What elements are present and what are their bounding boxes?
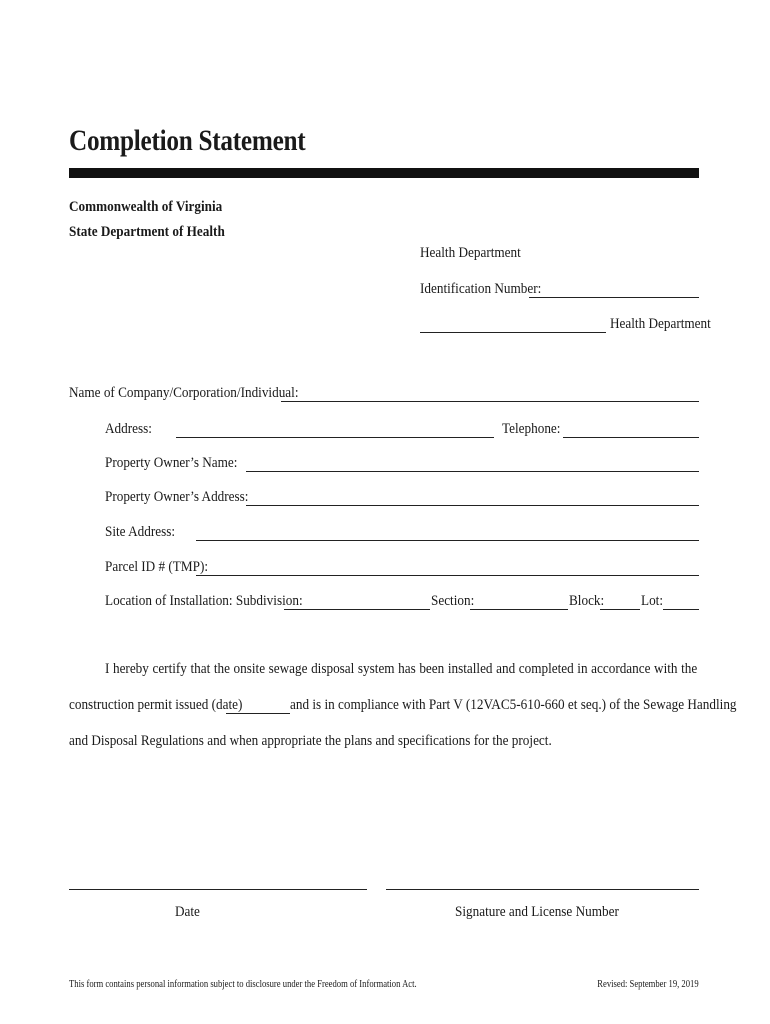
health-dept-heading: Health Department	[420, 245, 521, 261]
revision-date: Revised: September 19, 2019	[597, 979, 699, 990]
block-field[interactable]	[600, 609, 640, 610]
location-label: Location of Installation: Subdivision:	[105, 593, 303, 609]
owner-address-label: Property Owner’s Address:	[105, 489, 249, 505]
signature-label: Signature and License Number	[455, 904, 619, 920]
subdivision-field[interactable]	[284, 609, 430, 610]
date-label: Date	[175, 904, 200, 920]
permit-date-field[interactable]	[226, 713, 290, 714]
site-address-label: Site Address:	[105, 524, 176, 540]
page-title: Completion Statement	[69, 124, 306, 157]
address-label: Address:	[105, 421, 152, 437]
company-label: Name of Company/Corporation/Individual:	[69, 385, 299, 401]
parcel-id-label: Parcel ID # (TMP):	[105, 559, 209, 575]
id-number-label: Identification Number:	[420, 281, 542, 297]
site-address-field[interactable]	[196, 540, 699, 541]
date-signature-line[interactable]	[69, 889, 367, 890]
certification-line-2b: and is in compliance with Part V (12VAC5-610-660 et seq.) of the Sewage Handling	[290, 697, 737, 713]
org-line-1: Commonwealth of Virginia	[69, 199, 223, 215]
org-line-2: State Department of Health	[69, 224, 225, 240]
section-label: Section:	[431, 593, 475, 609]
block-label: Block:	[569, 593, 605, 609]
telephone-label: Telephone:	[502, 421, 561, 437]
address-field[interactable]	[176, 437, 494, 438]
section-field[interactable]	[470, 609, 568, 610]
lot-label: Lot:	[641, 593, 663, 609]
owner-name-field[interactable]	[246, 471, 699, 472]
foia-notice: This form contains personal information subject to disclosure under the Freedom of Information Act.	[69, 979, 417, 990]
parcel-id-field[interactable]	[196, 575, 699, 576]
certification-line-1: I hereby certify that the onsite sewage disposal system has been installed and completed in accordance with the	[105, 661, 698, 677]
id-number-field[interactable]	[529, 297, 699, 298]
owner-name-label: Property Owner’s Name:	[105, 455, 238, 471]
certification-line-2a: construction permit issued (date)	[69, 697, 243, 713]
telephone-field[interactable]	[563, 437, 699, 438]
owner-address-field[interactable]	[246, 505, 699, 506]
license-signature-line[interactable]	[386, 889, 699, 890]
lot-field[interactable]	[663, 609, 699, 610]
health-dept-name-field[interactable]	[420, 332, 606, 333]
health-dept-suffix: Health Department	[610, 316, 711, 332]
company-field[interactable]	[281, 401, 699, 402]
certification-line-3: and Disposal Regulations and when appropriate the plans and specifications for the project.	[69, 733, 552, 749]
title-divider	[69, 168, 699, 178]
